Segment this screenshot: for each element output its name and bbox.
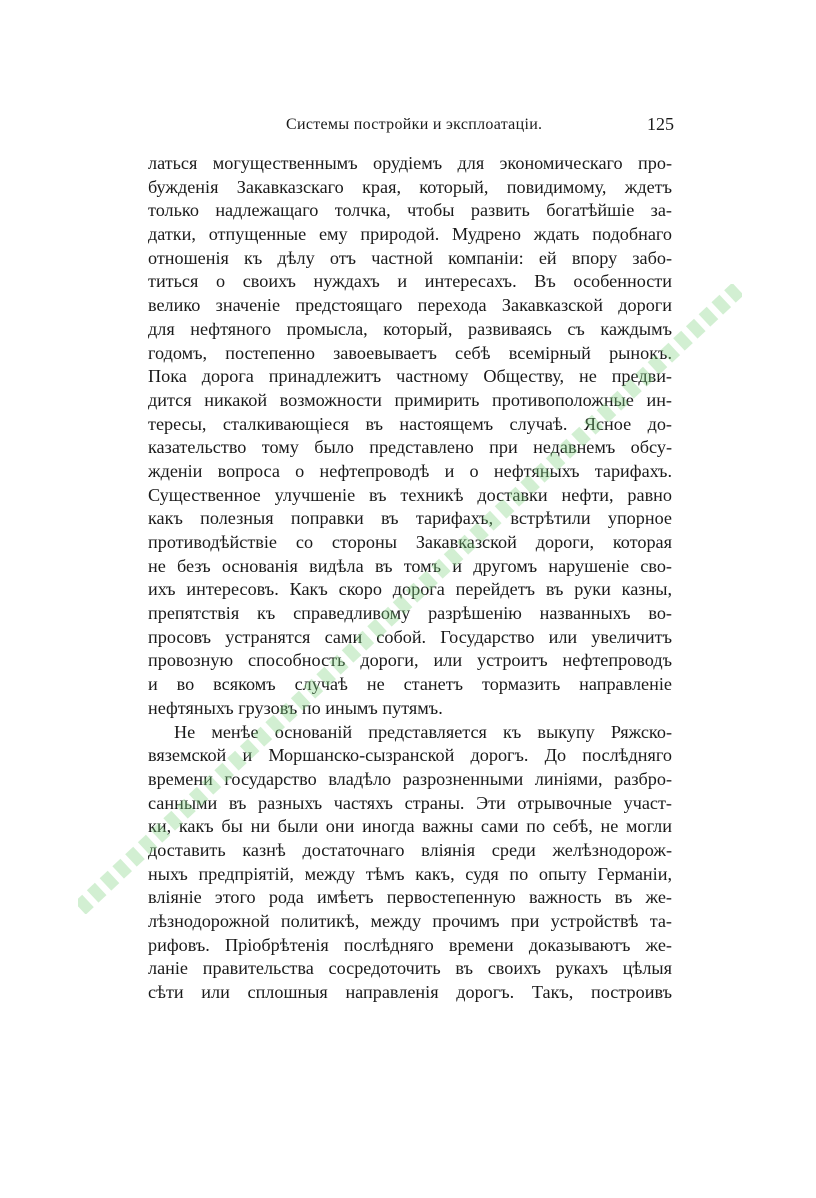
watermark-dash (125, 847, 145, 867)
text-line: ихъ интересовъ. Какъ скоро дорога перейдетъ въ руки казны, (148, 579, 672, 600)
text-line: жденіи вопроса о нефтепроводѣ и о нефтяныхъ тарифахъ. (148, 460, 672, 481)
text-line: датки, отпущенные ему природой. Мудрено ждать подобнаго (148, 224, 672, 245)
text-line: какъ полезныя поправки въ тарифахъ, встрѣтили упорное (148, 508, 672, 529)
text-line: только надлежащаго толчка, чтобы развить богатѣйшіе за- (148, 200, 672, 221)
text-line: вяземской и Моршанско-сызранской дорогъ. До послѣдняго (148, 745, 672, 766)
watermark-dash (686, 319, 706, 339)
text-line: велико значеніе предстоящаго перехода Закавказской дороги (148, 295, 672, 316)
watermark-dash (87, 883, 107, 903)
text-line: вліяніе этого рода имѣетъ первостепенную важность въ же- (148, 887, 672, 908)
watermark-dash (699, 307, 719, 327)
text-line: дится никакой возможности примирить противоположные ин- (148, 389, 672, 410)
text-line: годомъ, постепенно завоевываетъ себѣ всемірный рынокъ. (148, 342, 672, 363)
running-head (150, 112, 674, 140)
text-line: тересы, сталкивающіеся въ настоящемъ случаѣ. Ясное до- (148, 413, 672, 434)
running-title: Системы постройки и эксплоатаціи. (286, 116, 543, 133)
text-line: для нефтяного промысла, который, развиваясь съ каждымъ (148, 318, 672, 339)
text-line: и во всякомъ случаѣ не станетъ тормазить направленіе (148, 674, 672, 695)
text-line: ныхъ предпріятій, между тѣмъ какъ, судя по опыту Германіи, (148, 863, 672, 884)
text-line: Существенное улучшеніе въ техникѣ доставки нефти, равно (148, 484, 672, 505)
page-number: 125 (647, 114, 674, 134)
watermark-dash (711, 295, 731, 315)
text-line: противодѣйствіе со стороны Закавказской дороги, которая (148, 532, 672, 552)
watermark-dash (112, 859, 132, 879)
watermark-dash (673, 331, 693, 351)
text-line: времени государство владѣло разрозненными линіями, разбро- (148, 768, 672, 789)
text-line: Пока дорога принадлежитъ частному Обществу, не предви- (148, 366, 672, 387)
text-line: доставить казнѣ достаточнаго вліянія среди желѣзнодорож- (148, 839, 672, 860)
text-line: лѣзнодорожной политикѣ, между прочимъ при устройствѣ та- (148, 911, 672, 931)
text-line: казательство тому было представлено при недавнемъ обсу- (148, 437, 672, 458)
text-line-paragraph-end: нефтяныхъ грузовъ по инымъ путямъ. (148, 697, 443, 718)
text-line: титься о своихъ нуждахъ и интересахъ. Въ особенности (148, 271, 672, 292)
watermark-dash (78, 895, 94, 914)
text-line: просовъ устранятся сами собой. Государство или увеличитъ (148, 626, 672, 647)
text-line: препятствія къ справедливому разрѣшенію названныхъ во- (148, 603, 672, 624)
text-line: сѣти или сплошныя направленія дорогъ. Такъ, построивъ (148, 982, 672, 1003)
text-line: провозную способность дороги, или устроитъ нефтепроводъ (148, 650, 672, 671)
body-text (148, 152, 672, 1005)
text-line-paragraph-start: Не менѣе основаній представляется къ выкупу Ряжско- (174, 721, 672, 742)
text-line: бужденія Закавказскаго края, который, повидимому, ждетъ (148, 176, 672, 197)
text-line: ки, какъ бы ни были они иногда важны сами по себѣ, не могли (148, 816, 672, 837)
text-line: отношенія къ дѣлу отъ частной компаніи: ей впору забо- (148, 247, 672, 268)
text-line: рифовъ. Пріобрѣтенія послѣдняго времени доказываютъ же- (148, 934, 672, 955)
text-line: латься могущественнымъ орудіемъ для экономическаго про- (148, 153, 672, 173)
text-line: ланіе правительства сосредоточить въ своихъ рукахъ цѣлыя (148, 958, 672, 979)
watermark-dash (724, 284, 742, 303)
text-line: не безъ основанія видѣла въ томъ и другомъ нарушеніе сво- (148, 555, 672, 576)
watermark-dash (100, 871, 120, 891)
text-line: санными въ разныхъ частяхъ страны. Эти отрывочные участ- (148, 792, 672, 813)
